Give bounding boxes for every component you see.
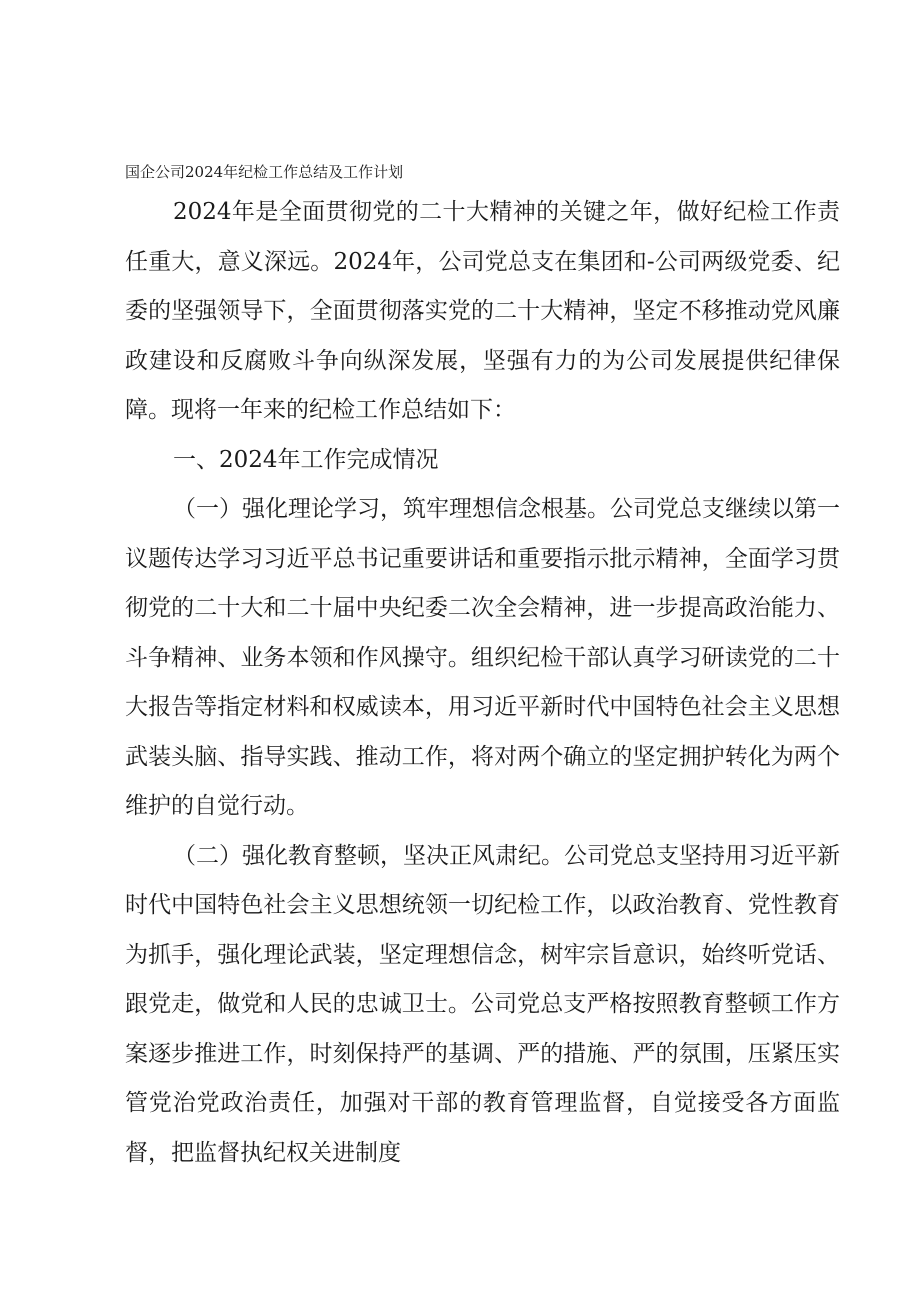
subsection-paragraph-2: （二）强化教育整顿，坚决正风肃纪。公司党总支坚持用习近平新时代中国特色社会主义思想统领一切纪检工作，以政治教育、党性教育为抓手，强化理论武装，坚定理想信念，树牢宗旨意识，始终听党话、跟党走，做党和人民的忠诚卫士。公司党总支严格按照教育整顿工作方案逐步推进工作，时刻保持严的基调、严的措施、严的氛围，压紧压实管党治党政治责任，加强对干部的教育管理监督，自觉接受各方面监督，把监督执纪权关进制度 (125, 842, 840, 1166)
document-title: 国企公司2024年纪检工作总结及工作计划 (125, 163, 404, 181)
document-body (125, 188, 840, 1178)
intro-paragraph: 2024年是全面贯彻党的二十大精神的关键之年，做好纪检工作责任重大，意义深远。2024年，公司党总支在集团和-公司两级党委、纪委的坚强领导下，全面贯彻落实党的二十大精神，坚定不移推动党风廉政建设和反腐败斗争向纵深发展，坚强有力的为公司发展提供纪律保障。现将一年来的纪检工作总结如下： (125, 199, 840, 423)
section-heading-1: 一、2024年工作完成情况 (173, 446, 439, 473)
subsection-paragraph-1: （一）强化理论学习，筑牢理想信念根基。公司党总支继续以第一议题传达学习习近平总书记重要讲话和重要指示批示精神，全面学习贯彻党的二十大和二十届中央纪委二次全会精神，进一步提高政治能力、斗争精神、业务本领和作风操守。组织纪检干部认真学习研读党的二十大报告等指定材料和权威读本，用习近平新时代中国特色社会主义思想武装头脑、指导实践、推动工作，将对两个确立的坚定拥护转化为两个维护的自觉行动。 (125, 496, 840, 819)
